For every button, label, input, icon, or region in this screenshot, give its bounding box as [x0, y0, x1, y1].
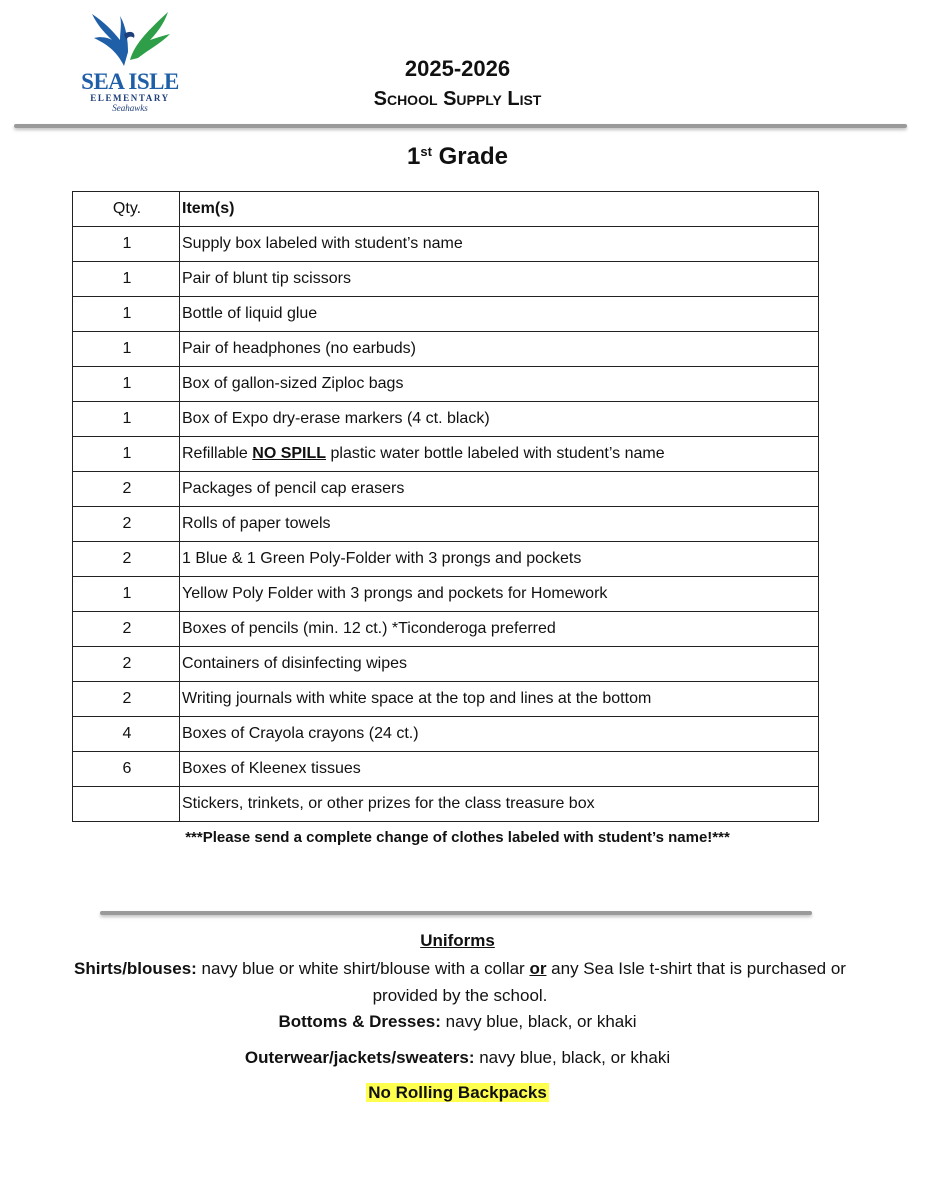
- no-rolling-highlight: No Rolling Backpacks: [368, 1083, 547, 1102]
- bottoms-rule: [0, 1012, 915, 1032]
- bottoms-label: Bottoms & Dresses:: [278, 1012, 441, 1031]
- item-column-header: Item(s): [180, 192, 819, 227]
- shirts-rule: [60, 955, 860, 1009]
- outerwear-label: Outerwear/jackets/sweaters:: [244, 1048, 475, 1067]
- no-rolling-backpacks: [0, 1083, 915, 1103]
- qty-cell: 1: [73, 402, 180, 437]
- item-cell: Rolls of paper towels: [180, 507, 819, 542]
- shirts-or: or: [529, 959, 547, 978]
- table-row: [73, 262, 819, 297]
- shirts-text-b: any Sea Isle t-shirt that is purchased or provided by the school.: [372, 959, 846, 1005]
- item-cell: Boxes of Kleenex tissues: [180, 752, 819, 787]
- qty-cell: 1: [73, 227, 180, 262]
- table-header-row: [73, 192, 819, 227]
- table-row: [73, 682, 819, 717]
- supply-table: [72, 191, 819, 822]
- item-cell: [180, 437, 819, 472]
- item-text-pre: Refillable: [182, 445, 253, 462]
- bottoms-text: navy blue, black, or khaki: [440, 1012, 637, 1031]
- qty-cell: 1: [73, 367, 180, 402]
- table-row: [73, 787, 819, 822]
- uniforms-heading: Uniforms: [420, 931, 495, 950]
- item-cell: Yellow Poly Folder with 3 prongs and pockets for Homework: [180, 577, 819, 612]
- qty-cell: 1: [73, 332, 180, 367]
- item-cell: 1 Blue & 1 Green Poly-Folder with 3 prongs and pockets: [180, 542, 819, 577]
- qty-cell: 1: [73, 437, 180, 472]
- item-cell: Boxes of Crayola crayons (24 ct.): [180, 717, 819, 752]
- grade-suffix: st: [420, 144, 432, 159]
- grade-word: Grade: [431, 143, 508, 170]
- table-row: [73, 647, 819, 682]
- shirts-label: Shirts/blouses:: [74, 959, 197, 978]
- table-row: [73, 542, 819, 577]
- grade-heading: [0, 143, 915, 171]
- table-row: [73, 367, 819, 402]
- header-divider: [14, 124, 907, 128]
- qty-column-header: Qty.: [73, 192, 180, 227]
- item-cell: Stickers, trinkets, or other prizes for the class treasure box: [180, 787, 819, 822]
- item-cell: Containers of disinfecting wipes: [180, 647, 819, 682]
- logo-name: SEA ISLE: [81, 69, 179, 94]
- table-row: [73, 227, 819, 262]
- no-spill-emphasis: NO SPILL: [252, 445, 327, 462]
- table-row: [73, 717, 819, 752]
- shirts-text-a: navy blue or white shirt/blouse with a collar: [196, 959, 530, 978]
- table-row: [73, 297, 819, 332]
- item-cell: Packages of pencil cap erasers: [180, 472, 819, 507]
- qty-cell: [73, 787, 180, 822]
- item-cell: Box of gallon-sized Ziploc bags: [180, 367, 819, 402]
- qty-cell: 2: [73, 612, 180, 647]
- table-row: [73, 472, 819, 507]
- table-row: [73, 752, 819, 787]
- table-row: [73, 577, 819, 612]
- item-cell: Pair of headphones (no earbuds): [180, 332, 819, 367]
- qty-cell: 1: [73, 297, 180, 332]
- school-year: 2025-2026: [404, 56, 511, 81]
- item-cell: Supply box labeled with student’s name: [180, 227, 819, 262]
- table-row: [73, 507, 819, 542]
- item-cell: Writing journals with white space at the top and lines at the bottom: [180, 682, 819, 717]
- qty-cell: 2: [73, 472, 180, 507]
- qty-cell: 4: [73, 717, 180, 752]
- item-cell: Bottle of liquid glue: [180, 297, 819, 332]
- table-row: [73, 402, 819, 437]
- logo-tagline: Seahawks: [112, 103, 148, 113]
- qty-cell: 2: [73, 507, 180, 542]
- uniform-divider: [100, 911, 812, 915]
- table-row: [73, 437, 819, 472]
- list-title: School Supply List: [373, 88, 542, 110]
- qty-cell: 2: [73, 682, 180, 717]
- table-row: [73, 332, 819, 367]
- qty-cell: 1: [73, 577, 180, 612]
- clothes-note: ***Please send a complete change of clothes labeled with student’s name!***: [185, 829, 730, 846]
- qty-cell: 2: [73, 647, 180, 682]
- qty-cell: 2: [73, 542, 180, 577]
- qty-cell: 6: [73, 752, 180, 787]
- outerwear-text: navy blue, black, or khaki: [474, 1048, 671, 1067]
- item-text-post: plastic water bottle labeled with student’s name: [326, 445, 665, 462]
- item-cell: Boxes of pencils (min. 12 ct.) *Ticonderoga preferred: [180, 612, 819, 647]
- logo-subtitle: ELEMENTARY: [90, 93, 170, 103]
- outerwear-rule: [0, 1048, 915, 1068]
- item-cell: Pair of blunt tip scissors: [180, 262, 819, 297]
- qty-cell: 1: [73, 262, 180, 297]
- item-cell: Box of Expo dry-erase markers (4 ct. black): [180, 402, 819, 437]
- table-row: [73, 612, 819, 647]
- grade-number: 1: [407, 143, 421, 170]
